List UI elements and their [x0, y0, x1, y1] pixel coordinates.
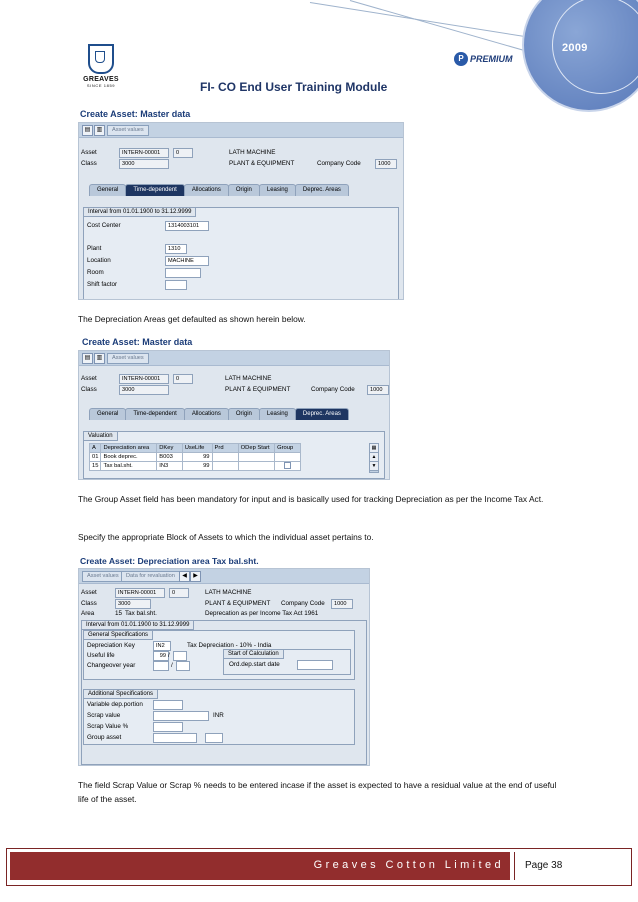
table-scrollbar[interactable]	[369, 443, 379, 473]
greaves-logo	[80, 44, 122, 88]
variable-dep-portion-field[interactable]	[153, 700, 183, 710]
company-code-field[interactable]: 1000	[375, 159, 397, 169]
additional-specifications-title: Additional Specifications	[84, 690, 158, 699]
company-code-label: Company Code	[317, 160, 361, 167]
table-cell: Tax bal.sht.	[101, 462, 157, 471]
class-description: PLANT & EQUIPMENT	[205, 600, 271, 607]
next-icon[interactable]: ▥	[94, 125, 105, 136]
sap-toolbar	[79, 569, 369, 584]
table-cell: Book deprec.	[101, 453, 157, 462]
next-icon[interactable]: ▶	[190, 571, 201, 582]
area-description: Tax bal.sht.	[125, 610, 157, 617]
room-label: Room	[87, 269, 104, 276]
group-checkbox-cell[interactable]	[275, 462, 301, 471]
currency-label: INR	[213, 712, 224, 719]
column-header-group[interactable]: Group	[275, 444, 301, 453]
depreciation-area-table	[89, 443, 301, 471]
asset-description: LATH MACHINE	[205, 589, 252, 596]
valuation-title: Valuation	[84, 432, 118, 441]
previous-icon[interactable]: ◀	[179, 571, 190, 582]
asset-values-button[interactable]: Asset values	[107, 125, 149, 136]
year-label: 2009	[562, 42, 588, 54]
group-asset-subnumber-field[interactable]	[205, 733, 223, 743]
class-label: Class	[81, 160, 97, 167]
asset-description: LATH MACHINE	[225, 375, 272, 382]
table-header-row	[90, 444, 301, 453]
table-row[interactable]	[90, 453, 301, 462]
table-cell[interactable]	[212, 462, 238, 471]
table-row[interactable]	[90, 462, 301, 471]
ord-dep-start-field[interactable]	[297, 660, 333, 670]
table-cell[interactable]: IN3	[157, 462, 183, 471]
class-description: PLANT & EQUIPMENT	[229, 160, 295, 167]
tab-origin[interactable]: Origin	[228, 184, 260, 196]
scrap-value-field[interactable]	[153, 711, 209, 721]
tab-time-dependent[interactable]: Time-dependent	[125, 408, 184, 420]
location-label: Location	[87, 257, 111, 264]
tab-allocations[interactable]: Allocations	[184, 408, 229, 420]
table-cell[interactable]	[238, 462, 274, 471]
asset-number-field[interactable]: INTERN-00001	[115, 588, 165, 598]
location-field[interactable]: MACHINE	[165, 256, 209, 266]
tab-general[interactable]: General	[89, 184, 126, 196]
asset-label: Asset	[81, 375, 97, 382]
table-cell[interactable]: 99	[182, 453, 212, 462]
column-header-odep-start[interactable]: ODep Start	[238, 444, 274, 453]
asset-values-button[interactable]: Asset values	[107, 353, 149, 364]
sap-screen-master-data-deprec-areas	[78, 350, 390, 480]
area-number: 15	[115, 610, 123, 617]
ord-dep-start-label: Ord.dep.start date	[229, 661, 280, 668]
table-cell[interactable]	[275, 453, 301, 462]
sap-screen-depreciation-area	[78, 568, 370, 766]
asset-description: LATH MACHINE	[229, 149, 276, 156]
paragraph-depreciation-defaulted: The Depreciation Areas get defaulted as shown herein below.	[78, 314, 306, 324]
changeover-period-field[interactable]	[176, 661, 190, 671]
useful-life-periods-field[interactable]	[173, 651, 187, 661]
tab-origin[interactable]: Origin	[228, 408, 260, 420]
group-checkbox[interactable]	[284, 462, 291, 469]
column-header-a[interactable]: A	[90, 444, 101, 453]
room-field[interactable]	[165, 268, 201, 278]
column-settings-icon[interactable]: ▦	[371, 445, 377, 451]
area-label: Area	[81, 610, 95, 617]
asset-subnumber-field[interactable]: 0	[173, 148, 193, 158]
premium-logo	[454, 52, 513, 66]
scroll-down-icon[interactable]: ▼	[371, 463, 377, 469]
useful-life-label: Useful life	[87, 652, 115, 659]
class-label: Class	[81, 386, 97, 393]
tab-strip	[89, 408, 348, 419]
company-code-field[interactable]: 1000	[367, 385, 389, 395]
changeover-year-field[interactable]	[153, 661, 169, 671]
class-field[interactable]: 3000	[115, 599, 151, 609]
scrap-value-percent-label: Scrap Value %	[87, 723, 129, 730]
general-specifications-title: General Specifications	[84, 631, 153, 640]
table-cell: 01	[90, 453, 101, 462]
asset-subnumber-field[interactable]: 0	[169, 588, 189, 598]
paragraph-group-asset: The Group Asset field has been mandatory for input and is basically used for tracking Depreciation as per the Income Tax Act.	[78, 494, 544, 504]
greaves-shield-icon	[88, 44, 114, 74]
footer-bar	[10, 852, 510, 880]
page-number: Page 38	[514, 852, 626, 880]
depreciation-key-field[interactable]: IN2	[153, 641, 171, 651]
table-cell: 15	[90, 462, 101, 471]
header-decoration-line	[350, 0, 543, 56]
company-code-label: Company Code	[311, 386, 355, 393]
changeover-year-label: Changeover year	[87, 662, 136, 669]
tab-leasing[interactable]: Leasing	[259, 408, 296, 420]
shift-factor-label: Shift factor	[87, 281, 118, 288]
greaves-logo-since: SINCE 1859	[86, 83, 116, 88]
class-label: Class	[81, 600, 97, 607]
table-cell[interactable]	[212, 453, 238, 462]
table-cell[interactable]: 99	[182, 462, 212, 471]
scrap-value-label: Scrap value	[87, 712, 121, 719]
table-cell[interactable]	[238, 453, 274, 462]
area-long-description: Deprecation as per Income Tax Act 1961	[205, 610, 319, 617]
company-code-field[interactable]: 1000	[331, 599, 353, 609]
paragraph-scrap-value: The field Scrap Value or Scrap % needs to be entered incase if the asset is expected to have a residual value at the end of useful life of the asset.	[78, 780, 557, 804]
interval-title: Interval from 01.01.1900 to 31.12.9999	[84, 208, 196, 217]
sap-screen-master-data-time-dependent	[78, 122, 404, 300]
cost-center-field[interactable]: 1314003101	[165, 221, 209, 231]
previous-icon[interactable]: ▤	[82, 125, 93, 136]
asset-number-field[interactable]: INTERN-00001	[119, 374, 169, 384]
company-code-label: Company Code	[281, 600, 325, 607]
premium-emblem-icon: P	[454, 52, 468, 66]
previous-icon[interactable]: ▤	[82, 353, 93, 364]
interval-frame	[83, 207, 399, 300]
tab-allocations[interactable]: Allocations	[184, 184, 229, 196]
changeover-separator: /	[171, 662, 173, 669]
asset-values-button[interactable]: Asset values	[82, 571, 124, 582]
tab-strip	[89, 184, 348, 195]
group-asset-field[interactable]	[153, 733, 197, 743]
tab-general[interactable]: General	[89, 408, 126, 420]
screen2-title: Create Asset: Master data	[82, 337, 193, 347]
class-field[interactable]: 3000	[119, 159, 169, 169]
plant-field[interactable]: 1310	[165, 244, 187, 254]
group-asset-label: Group asset	[87, 734, 122, 741]
tab-deprec-areas[interactable]: Deprec. Areas	[295, 408, 349, 420]
paragraph-block-of-assets: Specify the appropriate Block of Assets to which the individual asset pertains to.	[78, 532, 374, 542]
depreciation-key-label: Depreciation Key	[87, 642, 135, 649]
column-header-uselife[interactable]: UseLife	[182, 444, 212, 453]
screen3-title: Create Asset: Depreciation area Tax bal.sht.	[80, 556, 259, 566]
column-header-dkey[interactable]: DKey	[157, 444, 183, 453]
interval-title: Interval from 01.01.1900 to 31.12.9999	[82, 621, 194, 630]
sap-toolbar	[79, 351, 389, 366]
useful-life-years-field[interactable]: 99	[153, 651, 169, 661]
scrap-value-percent-field[interactable]	[153, 722, 183, 732]
class-field[interactable]: 3000	[119, 385, 169, 395]
asset-label: Asset	[81, 149, 97, 156]
column-header-depreciation-area[interactable]: Depreciation area	[101, 444, 157, 453]
table-cell[interactable]: B003	[157, 453, 183, 462]
column-header-prd[interactable]: Prd	[212, 444, 238, 453]
document-title: FI- CO End User Training Module	[200, 80, 388, 94]
asset-number-field[interactable]: INTERN-00001	[119, 148, 169, 158]
data-for-revaluation-button[interactable]: Data for revaluation	[121, 571, 180, 582]
class-description: PLANT & EQUIPMENT	[225, 386, 291, 393]
tab-time-dependent[interactable]: Time-dependent	[125, 184, 184, 196]
sap-toolbar	[79, 123, 403, 138]
screen1-title: Create Asset: Master data	[80, 109, 191, 119]
scroll-up-icon[interactable]: ▲	[371, 454, 377, 460]
tab-leasing[interactable]: Leasing	[259, 184, 296, 196]
next-icon[interactable]: ▥	[94, 353, 105, 364]
tab-deprec-areas[interactable]: Deprec. Areas	[295, 184, 349, 196]
cost-center-label: Cost Center	[87, 222, 121, 229]
greaves-logo-text: GREAVES	[83, 76, 119, 83]
asset-subnumber-field[interactable]: 0	[173, 374, 193, 384]
premium-logo-text: PREMIUM	[470, 54, 513, 64]
shift-factor-field[interactable]	[165, 280, 187, 290]
variable-dep-portion-label: Variable dep.portion	[87, 701, 143, 708]
plant-label: Plant	[87, 245, 102, 252]
depreciation-key-description: Tax Depreciation - 10% - India	[187, 642, 272, 649]
asset-label: Asset	[81, 589, 97, 596]
useful-life-separator: /	[168, 652, 170, 659]
start-of-calculation-title: Start of Calculation	[224, 650, 284, 659]
footer-company-name: Greaves Cotton Limited	[313, 859, 504, 871]
